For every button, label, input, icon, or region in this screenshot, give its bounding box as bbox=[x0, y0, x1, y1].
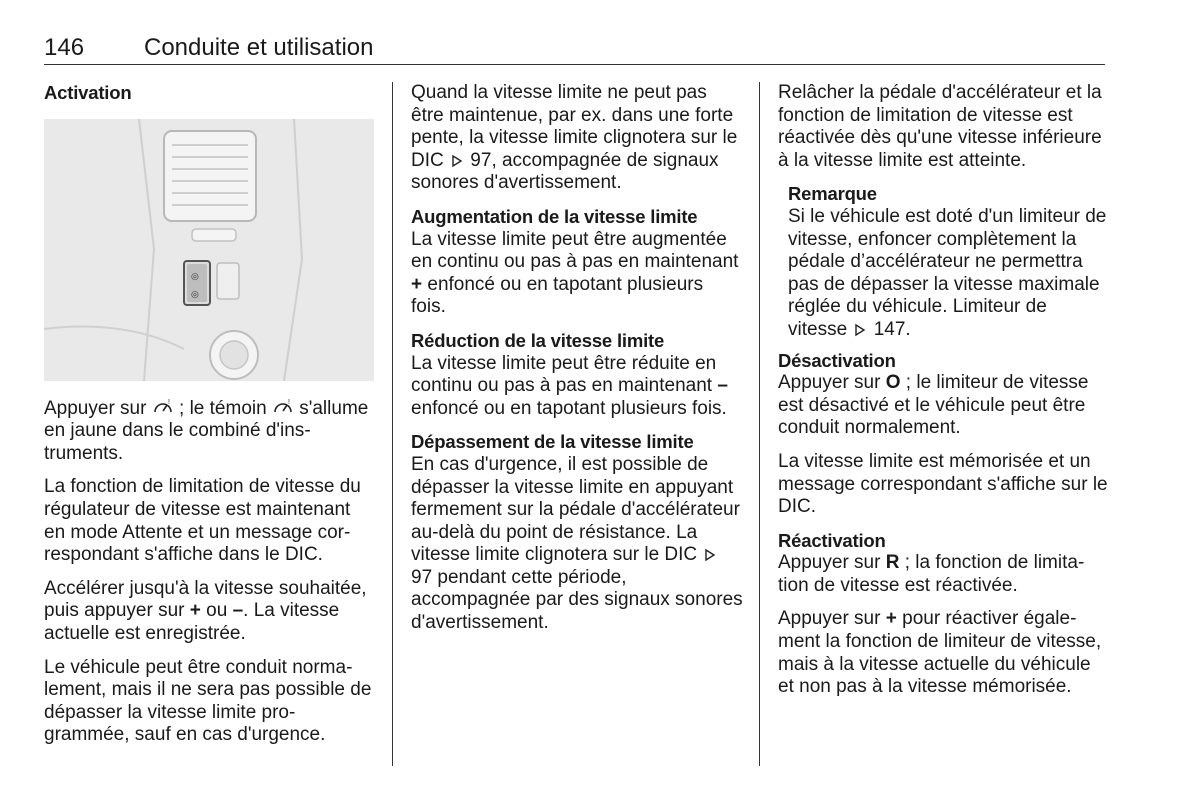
speed-limiter-icon bbox=[152, 397, 174, 419]
section-heading-desactivation: Désactivation bbox=[778, 349, 896, 371]
paragraph: Appuyer sur + pour réactiver également la fonction de limiteur de vitesse, mais à la vitesse actuelle du véhicule et non pas à la vitesse mémorisée. bbox=[778, 608, 1102, 698]
column-divider bbox=[392, 82, 393, 766]
page-reference-arrow-icon bbox=[704, 548, 716, 562]
svg-text:!: ! bbox=[287, 398, 290, 406]
section-heading-reduction: Réduction de la vitesse limite bbox=[411, 329, 665, 351]
paragraph: Désactivation Appuyer sur O ; le limiteur de vitesse est désactivé et le véhicule peut être conduit normalement. bbox=[778, 350, 1108, 440]
section-heading-depassement: Dépassement de la vitesse limite bbox=[411, 431, 694, 453]
column-divider bbox=[759, 82, 760, 766]
resume-button-icon: R bbox=[885, 552, 900, 574]
column-3 bbox=[778, 82, 1108, 710]
plus-icon: + bbox=[189, 600, 201, 622]
svg-text:◎: ◎ bbox=[191, 270, 199, 281]
minus-icon: – bbox=[717, 375, 728, 397]
off-button-icon: O bbox=[885, 372, 901, 394]
paragraph: Quand la vitesse limite ne peut pas être maintenue, par ex. dans une forte pente, la vitesse limite clignotera sur le DIC 97, accompagnée de signaux sonores d'avertissement. bbox=[411, 82, 738, 194]
paragraph: Le véhicule peut être conduit normalement, mais il ne sera pas possible de dépasser la vitesse limite programmée, sauf en cas d'urgence. bbox=[44, 656, 372, 746]
page-reference-arrow-icon bbox=[451, 154, 463, 168]
paragraph: Appuyer sur ! ; le témoin ! s'allume en jaune dans le combiné d'instruments. bbox=[44, 397, 369, 464]
paragraph: Dépassement de la vitesse limite En cas d'urgence, il est possible de dépasser la vitesse limite en appuyant fermement sur la pédale d'accélérateur au-delà du point de résistance. La vitesse limite clignotera sur le DIC 97 pendant cette période, accompagnée par des signaux sonores d'avertissement. bbox=[411, 431, 743, 634]
paragraph: Relâcher la pédale d'accélérateur et la fonction de limitation de vitesse est réactivée dès qu'une vitesse inférieure à la vitesse limite est atteinte. bbox=[778, 82, 1102, 171]
column-2 bbox=[411, 82, 743, 646]
plus-icon: + bbox=[411, 273, 423, 295]
note-heading: Remarque bbox=[788, 183, 877, 205]
paragraph: La vitesse limite est mémorisée et un message correspondant s'affiche sur le DIC. bbox=[778, 450, 1108, 518]
page-reference-arrow-icon bbox=[854, 323, 866, 337]
remarque-note: Remarque Si le véhicule est doté d'un limiteur de vitesse, enfoncer complètement la pédale d’accélérateur ne permettra pas de dépasser la vitesse maximale réglée du véhicule. Limiteur de vitesse 147. bbox=[788, 183, 1107, 340]
svg-text:◎: ◎ bbox=[191, 288, 199, 299]
page-title: Conduite et utilisation bbox=[144, 34, 374, 61]
paragraph: Accélérer jusqu'à la vitesse souhaitée, puis appuyer sur + ou –. La vitesse actuelle est enregistrée. bbox=[44, 577, 367, 644]
page-reference[interactable]: 97 bbox=[470, 149, 492, 171]
dashboard-switch-illustration bbox=[44, 119, 374, 381]
section-heading-augmentation: Augmentation de la vitesse limite bbox=[411, 205, 698, 227]
plus-icon: + bbox=[885, 608, 897, 630]
speed-limiter-indicator-icon bbox=[272, 397, 294, 419]
minus-icon: – bbox=[232, 600, 244, 622]
section-heading-activation: Activation bbox=[44, 82, 132, 103]
page-reference[interactable]: 97 bbox=[411, 566, 433, 588]
paragraph: Réduction de la vitesse limite La vitesse limite peut être réduite en continu ou pas à pas en maintenant – enfoncé ou en tapotant plusieurs fois. bbox=[411, 330, 743, 420]
section-heading-reactivation: Réactivation bbox=[778, 529, 886, 551]
paragraph: Augmentation de la vitesse limite La vitesse limite peut être augmentée en continu ou pas à pas en maintenant + enfoncé ou en tapotant plusieurs fois. bbox=[411, 206, 743, 319]
paragraph: La fonction de limitation de vitesse du régulateur de vitesse est maintenant en mode Attente et un message correspondant s'affiche dans le DIC. bbox=[44, 476, 361, 566]
page-reference[interactable]: 147 bbox=[873, 318, 906, 340]
page-header bbox=[44, 34, 1105, 65]
column-1 bbox=[44, 82, 374, 758]
svg-text:!: ! bbox=[167, 398, 170, 406]
paragraph: Réactivation Appuyer sur R ; la fonction de limitation de vitesse est réactivée. bbox=[778, 530, 1108, 598]
page-number: 146 bbox=[44, 34, 85, 61]
